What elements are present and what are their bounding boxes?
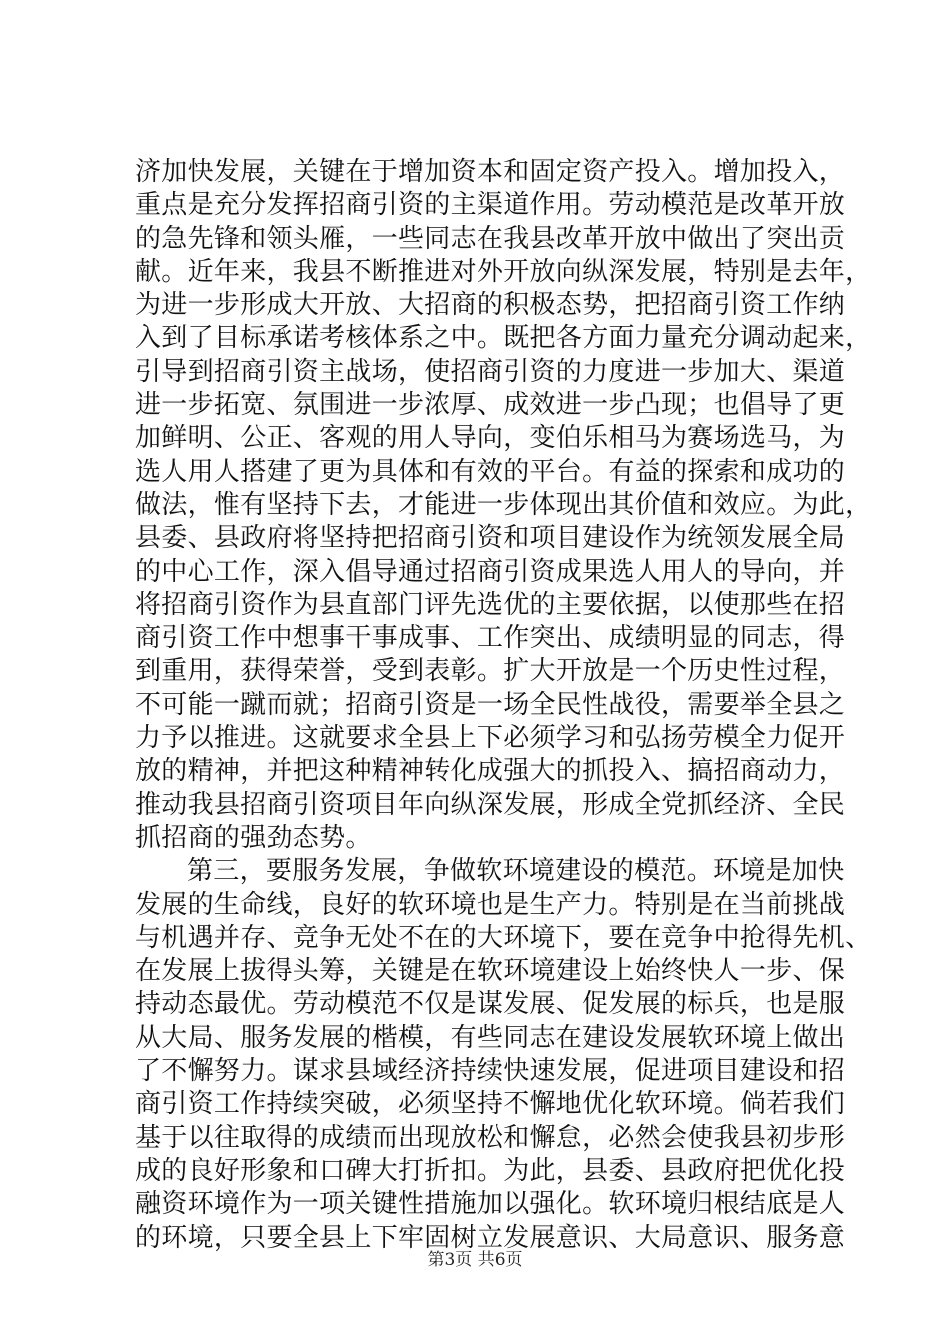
text-line: 成的良好形象和口碑大打折扣。为此，县委、县政府把优化投 [135, 1155, 846, 1186]
text-line: 献。近年来，我县不断推进对外开放向纵深发展，特别是去年， [135, 256, 872, 287]
text-line: 县委、县政府将坚持把招商引资和项目建设作为统领发展全局 [135, 523, 846, 554]
text-line: 为进一步形成大开放、大招商的积极态势，把招商引资工作纳 [135, 290, 846, 321]
text-line: 做法，惟有坚持下去，才能进一步体现出其价值和效应。为此， [135, 489, 872, 520]
text-line: 入到了目标承诺考核体系之中。既把各方面力量充分调动起来， [135, 323, 872, 354]
text-line: 的中心工作，深入倡导通过招商引资成果选人用人的导向，并 [135, 556, 846, 587]
text-line: 与机遇并存、竞争无处不在的大环境下，要在竞争中抢得先机、 [135, 922, 872, 953]
text-line: 不可能一蹴而就；招商引资是一场全民性战役，需要举全县之 [135, 689, 846, 720]
text-line: 基于以往取得的成绩而出现放松和懈怠，必然会使我县初步形 [135, 1122, 846, 1153]
paragraph-1 [135, 156, 872, 855]
text-line: 抓招商的强劲态势。 [135, 822, 372, 853]
text-line: 的环境，只要全县上下牢固树立发展意识、大局意识、服务意 [135, 1222, 846, 1253]
text-line: 融资环境作为一项关键性措施加以强化。软环境归根结底是人 [135, 1189, 846, 1220]
text-line: 持动态最优。劳动模范不仅是谋发展、促发展的标兵，也是服 [135, 989, 846, 1020]
text-line: 从大局、服务发展的楷模，有些同志在建设发展软环境上做出 [135, 1022, 846, 1053]
text-line: 的急先锋和领头雁，一些同志在我县改革开放中做出了突出贡 [135, 223, 846, 254]
text-line: 到重用，获得荣誉，受到表彰。扩大开放是一个历史性过程， [135, 656, 846, 687]
paragraph-2 [135, 855, 872, 1255]
page-footer: 第3页 共6页 [427, 1250, 523, 1270]
text-line: 第三，要服务发展，争做软环境建设的模范。环境是加快 [187, 856, 845, 887]
text-line: 选人用人搭建了更为具体和有效的平台。有益的探索和成功的 [135, 456, 846, 487]
text-line: 发展的生命线，良好的软环境也是生产力。特别是在当前挑战 [135, 889, 846, 920]
text-line: 重点是充分发挥招商引资的主渠道作用。劳动模范是改革开放 [135, 190, 846, 221]
text-line: 了不懈努力。谋求县域经济持续快速发展，促进项目建设和招 [135, 1056, 846, 1087]
text-line: 放的精神，并把这种精神转化成强大的抓投入、搞招商动力， [135, 756, 846, 787]
body-text [135, 156, 872, 1255]
text-line: 加鲜明、公正、客观的用人导向，变伯乐相马为赛场选马，为 [135, 423, 846, 454]
text-line: 力予以推进。这就要求全县上下必须学习和弘扬劳模全力促开 [135, 723, 846, 754]
text-line: 进一步拓宽、氛围进一步浓厚、成效进一步凸现；也倡导了更 [135, 390, 846, 421]
text-line: 将招商引资作为县直部门评先选优的主要依据，以使那些在招 [135, 589, 846, 620]
text-line: 推动我县招商引资项目年向纵深发展，形成全党抓经济、全民 [135, 789, 846, 820]
text-line: 商引资工作持续突破，必须坚持不懈地优化软环境。倘若我们 [135, 1089, 846, 1120]
text-line: 在发展上拔得头筹，关键是在软环境建设上始终快人一步、保 [135, 956, 846, 987]
text-line: 济加快发展，关键在于增加资本和固定资产投入。增加投入， [135, 157, 846, 187]
text-line: 引导到招商引资主战场，使招商引资的力度进一步加大、渠道 [135, 356, 846, 387]
text-line: 商引资工作中想事干事成事、工作突出、成绩明显的同志，得 [135, 623, 846, 654]
